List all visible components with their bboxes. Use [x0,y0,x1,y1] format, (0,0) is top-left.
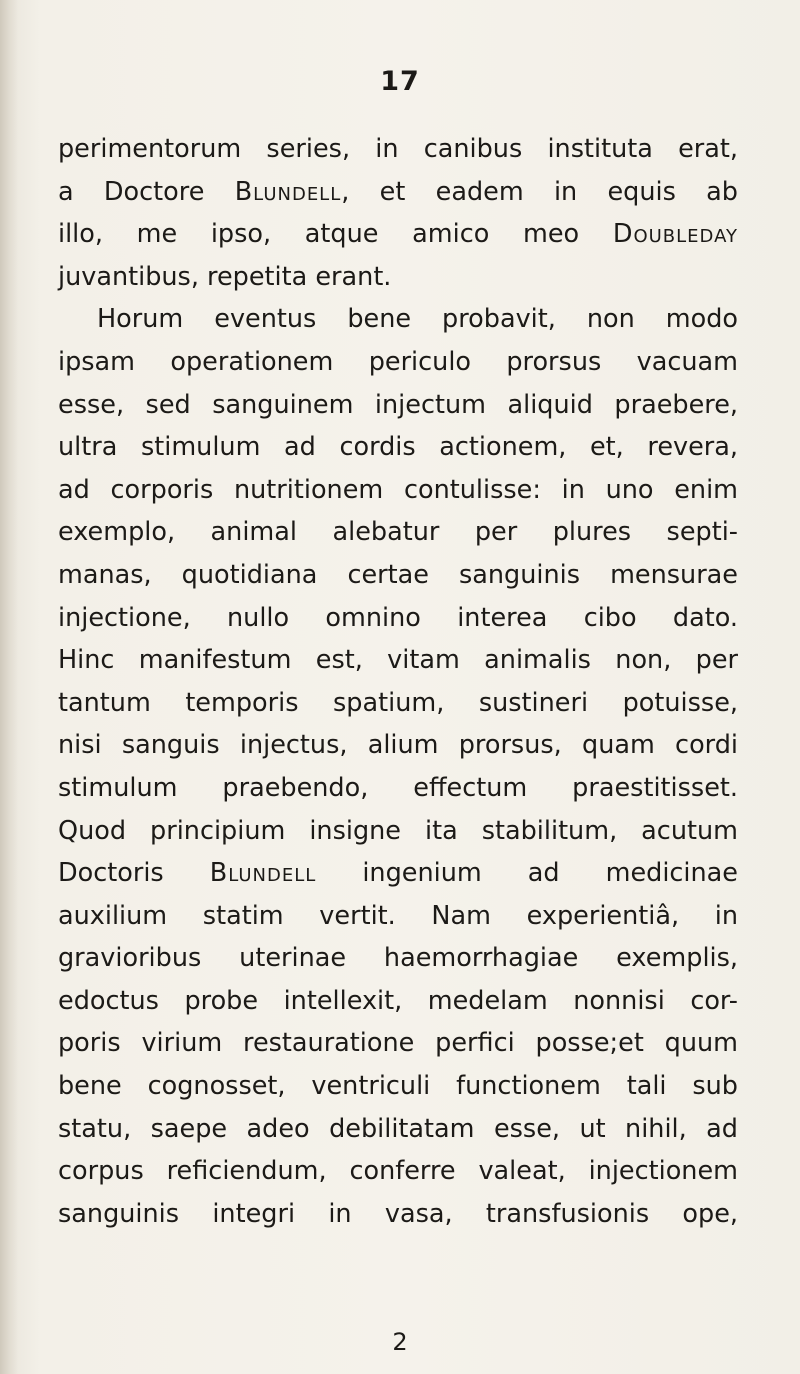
text-line: Doctoris Blundell ingenium ad medicinae [58,858,738,889]
text-line: juvantibus, repetita erant. [58,261,392,292]
text-line: nisi sanguis injectus, alium prorsus, quam cordi [58,730,738,761]
text-line: auxilium statim vertit. Nam experientiâ, in [58,900,738,931]
paragraph-start: Horum eventus bene probavit, non modo [97,304,738,335]
text-line: statu, saepe adeo debilitatam esse, ut nihil, ad [58,1113,738,1144]
text-line: sanguinis integri in vasa, transfusionis ope, [58,1198,738,1229]
binding-edge [0,0,18,1374]
text-line: stimulum praebendo, effectum praestitisset. [58,772,738,803]
text-line: manas, quotidiana certae sanguinis mensurae [58,559,738,590]
body-text [58,128,738,1235]
text-line: corpus reficiendum, conferre valeat, injectionem [58,1156,738,1187]
text-line: injectione, nullo omnino interea cibo dato. [58,602,738,633]
author-name: Doubleday [612,219,738,250]
text-line: gravioribus uterinae haemorrhagiae exemplis, [58,943,738,974]
text-line: esse, sed sanguinem injectum aliquid praebere, [58,389,738,420]
text-line: a Doctore Blundell, et eadem in equis ab [58,176,738,207]
text-line: ad corporis nutritionem contulisse: in uno enim [58,474,738,505]
text-line: exemplo, animal alebatur per plures septi- [58,517,738,548]
text-line: ultra stimulum ad cordis actionem, et, revera, [58,432,738,463]
text-line: bene cognosset, ventriculi functionem tali sub [58,1071,738,1102]
text-line: ipsam operationem periculo prorsus vacuam [58,346,738,377]
text-line: Quod principium insigne ita stabilitum, acutum [58,815,738,846]
signature-mark: 2 [392,1328,408,1356]
page-number: 17 [380,66,420,97]
text-line: poris virium restauratione perfici posse;et quum [58,1028,738,1059]
text-line: tantum temporis spatium, sustineri potuisse, [58,687,738,718]
text-line: edoctus probe intellexit, medelam nonnisi cor- [58,985,738,1016]
author-name: Blundell [209,858,317,889]
text-line: perimentorum series, in canibus instituta erat, [58,134,738,164]
text-line: illo, me ipso, atque amico meo Doubleday [58,219,738,250]
author-name: Blundell [234,176,342,207]
text-line: Hinc manifestum est, vitam animalis non, per [58,645,738,676]
